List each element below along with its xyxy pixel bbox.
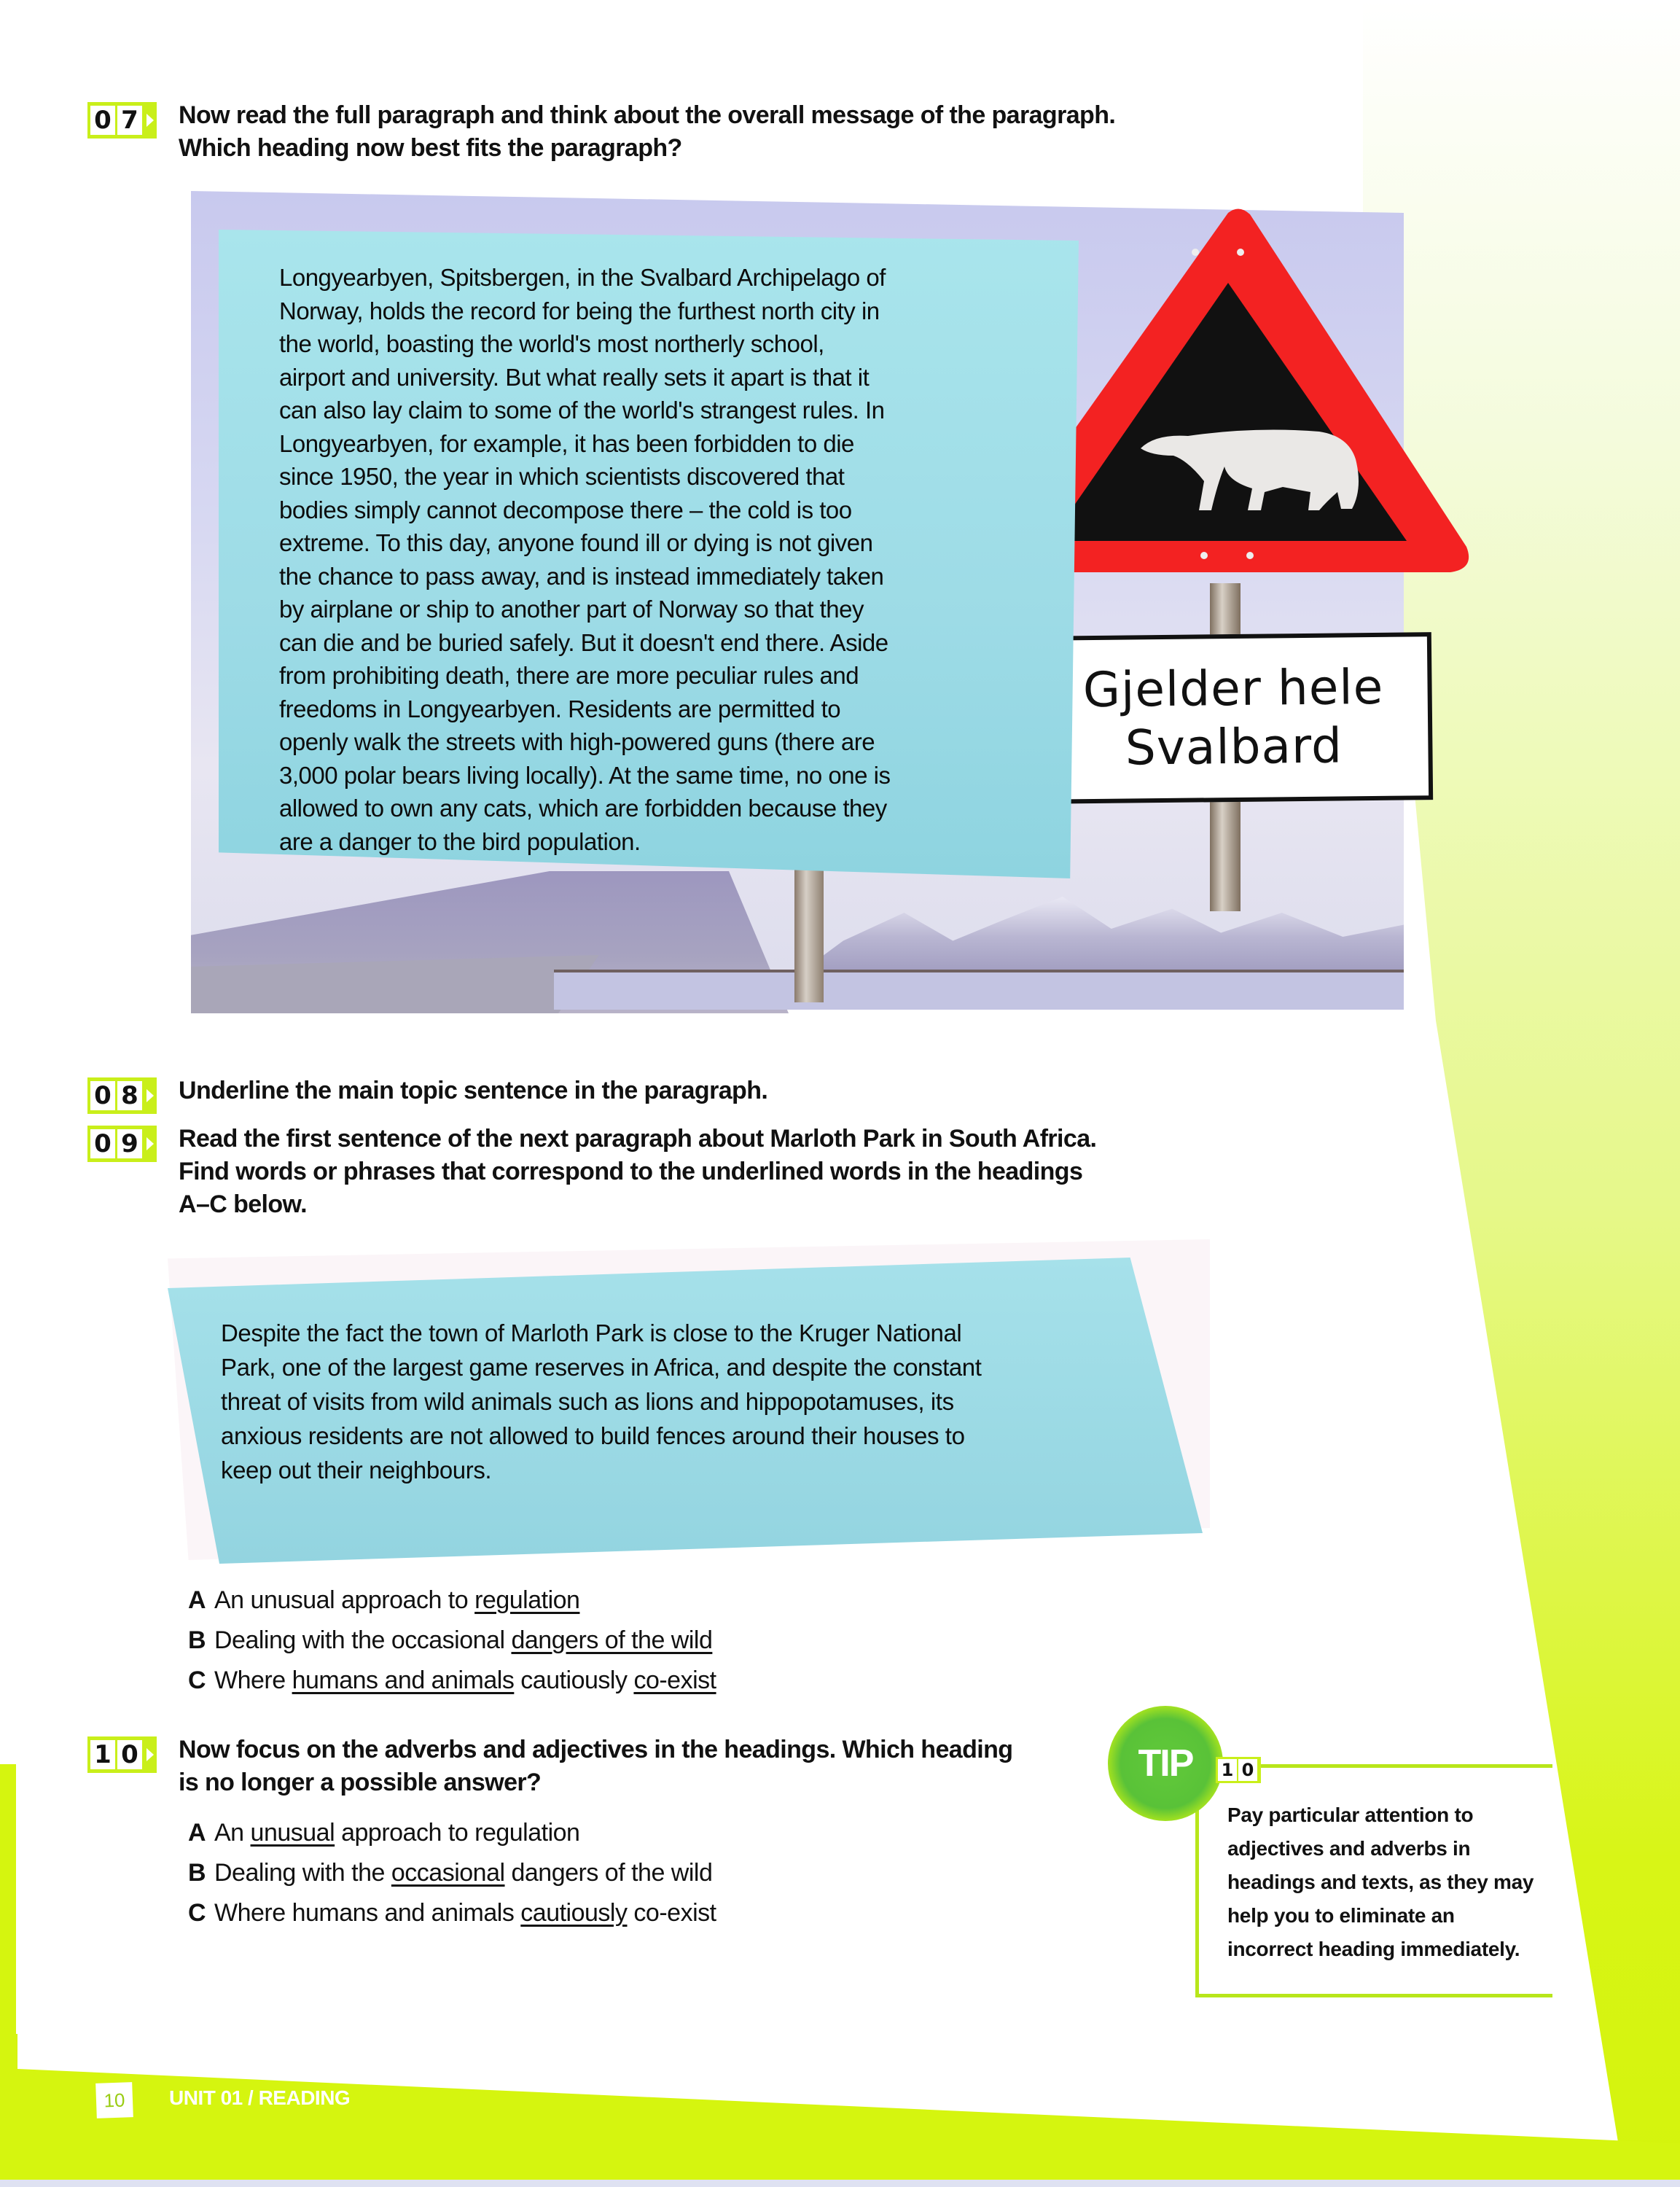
question-text: Now focus on the adverbs and adjectives in the headings. Which heading is no longer a possible answer? [179,1736,1013,1796]
headings-list-q09 [188,1580,716,1701]
heading-option-c: C Where humans and animals cautiously co-exist [188,1899,716,1927]
photo-water [554,970,1404,1010]
question-number-badge: 0 8 [87,1077,157,1114]
marloth-paragraph: Despite the fact the town of Marloth Park is close to the Kruger National Park, one of the largest game reserves in Africa, and despite the constant threat of visits from wild animals such as lions and hippopotamuses, its anxious residents are not allowed to build fences around their houses to keep out their neighbours. [221,1319,982,1484]
heading-option-a: A An unusual approach to regulation [188,1586,580,1614]
arrow-right-icon [146,1089,154,1102]
question-text: Now read the full paragraph and think about the overall message of the paragraph. Which heading now best fits the paragraph? [179,101,1116,162]
question-07 [87,99,1115,165]
question-text: Underline the main topic sentence in the paragraph. [179,1077,768,1104]
photo-pole [794,860,824,1002]
page-number: 10 [95,2082,133,2118]
arrow-right-icon [146,1748,154,1761]
svalbard-paragraph: Longyearbyen, Spitsbergen, in the Svalbard Archipelago of Norway, holds the record for being the furthest north city in the world, boasting the world's most northerly school, airport and university. But what really sets it apart is that it can also lay claim to some of the world's strangest rules. In Longyearbyen, for example, it has been forbidden to die since 1950, the year in which scientists discovered that bodies simply cannot decompose there – the cold is too extreme. To this day, anyone found ill or dying is not given the chance to pass away, and is instead immediately taken by airplane or ship to another part of Norway so that they can die and be buried safely. But it doesn't end there. Aside from prohibiting death, there are more peculiar rules and freedoms in Longyearbyen. Residents are permitted to openly walk the streets with high-powered guns (there are 3,000 polar bears living locally). At the same time, no one is allowed to own any cats, which are forbidden because they are a danger to the bird population. [279,264,891,855]
headings-list-q10 [188,1813,716,1933]
question-number-badge: 0 9 [87,1126,157,1162]
arrow-right-icon [146,114,154,127]
heading-option-a: A An unusual approach to regulation [188,1819,580,1847]
arrow-right-icon [146,1137,154,1150]
question-09 [87,1123,1096,1221]
tip-number-badge: 1 0 [1216,1757,1261,1783]
question-number-badge: 1 0 [87,1736,157,1773]
question-10 [87,1734,1012,1799]
green-footer-band [0,2034,1680,2187]
unit-label: UNIT 01 / READING [169,2086,351,2109]
question-number-badge: 0 7 [87,102,157,139]
tip-text: Pay particular attention to adjectives and adverbs in headings and texts, as they may help you to eliminate an incorrect heading immediately. [1227,1804,1534,1960]
page-bottom-edge [0,2180,1680,2187]
heading-option-c: C Where humans and animals cautiously co-exist [188,1666,716,1694]
sign-plate: Gjelder hele Svalbard [1034,632,1433,804]
tip-icon: TIP [1108,1706,1223,1821]
heading-option-b: B Dealing with the occasional dangers of the wild [188,1626,713,1654]
question-08 [87,1075,767,1114]
heading-option-b: B Dealing with the occasional dangers of the wild [188,1859,713,1887]
question-text: Read the first sentence of the next paragraph about Marloth Park in South Africa. Find words or phrases that correspond to the underlined words in the headings A–C below. [179,1125,1097,1218]
